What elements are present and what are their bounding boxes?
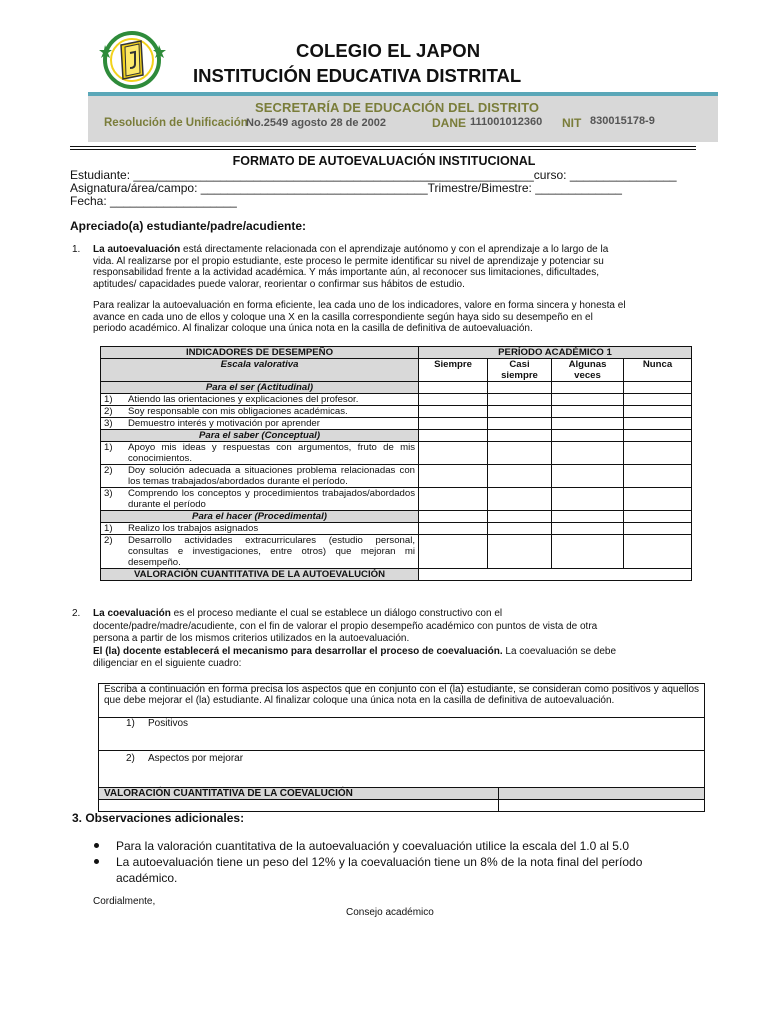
checkbox-cell[interactable] [419, 394, 488, 406]
checkbox-cell[interactable] [552, 394, 624, 406]
asignatura-field[interactable]: Asignatura/área/campo: __________________________________Trimestre/Bimestre: _____________ [70, 181, 622, 195]
coevaluation-table [98, 683, 705, 812]
text-line: responsabilidad frente a la actividad académica. Y más importante aún, al reconocer sus limitaciones, dificultades, [93, 267, 600, 278]
dane-label: DANE [432, 116, 467, 130]
positivos-cell[interactable] [99, 718, 705, 751]
checkbox-cell[interactable] [488, 418, 552, 430]
section1-paragraph1 [93, 244, 697, 290]
checkbox-cell[interactable] [488, 523, 552, 535]
divider [70, 149, 696, 150]
bullet-text: Para la valoración cuantitativa de la autoevaluación y coevaluación utilice la escala del 1.0 al 5.0 [116, 839, 629, 853]
closing-text: Cordialmente, [93, 896, 156, 907]
bullet-icon [94, 859, 99, 864]
table-row [101, 523, 692, 535]
item-number: 1) [104, 523, 113, 534]
school-subtitle: INSTITUCIÓN EDUCATIVA DISTRITAL [193, 65, 522, 86]
text-line: es el proceso mediante el cual se establece un diálogo constructivo con el [170, 608, 503, 619]
checkbox-cell[interactable] [552, 465, 624, 488]
bullet-text: La autoevaluación tiene un peso del 12% y la coevaluación tiene un 8% de la nota final del período [116, 855, 643, 869]
positivos-label: Positivos [148, 718, 189, 729]
form-title: FORMATO DE AUTOEVALUACIÓN INSTITUCIONAL [232, 154, 536, 168]
col-nunca: Nunca [624, 359, 692, 382]
checkbox-cell[interactable] [488, 488, 552, 511]
checkbox-cell[interactable] [488, 406, 552, 418]
section3-title: 3. Observaciones adicionales: [72, 811, 245, 825]
nit-value: 830015178-9 [590, 115, 655, 127]
checkbox-cell[interactable] [419, 465, 488, 488]
text-line: docente/padre/madre/acudiente, con el fin de valorar el propio desempeño académico con puntos de vista de otra [93, 620, 598, 632]
checkbox-cell[interactable] [488, 394, 552, 406]
section2-paragraph [93, 608, 697, 671]
checkbox-cell[interactable] [419, 418, 488, 430]
checkbox-cell[interactable] [419, 535, 488, 569]
table-row [101, 406, 692, 418]
item-number: 2) [104, 406, 113, 417]
coevaluation-total-cell[interactable] [499, 788, 705, 800]
group-ser: Para el ser (Actitudinal) [101, 382, 419, 394]
text-line: vida. Al realizarse por el propio estudiante, este proceso le permite identificar su nivel de aprendizaje y potenciar su [93, 255, 604, 267]
bullet-item [116, 854, 706, 886]
col-escala: Escala valorativa [101, 359, 419, 382]
school-name: COLEGIO EL JAPON [296, 40, 481, 61]
text-line: diligenciar en el siguiente cuadro: [93, 658, 242, 669]
col-siempre: Siempre [419, 359, 488, 382]
indicator-text: Desarrollo actividades extracurriculares (estudio personal, consultas e investigaciones, entre otros) que mejoran mi desempeño. [128, 535, 415, 568]
text-line: La coevaluación se debe [502, 645, 617, 657]
item-number: 3) [104, 488, 113, 499]
indicator-text: Demuestro interés y motivación por aprender [128, 418, 320, 429]
checkbox-cell[interactable] [624, 535, 692, 569]
checkbox-cell[interactable] [624, 394, 692, 406]
autoevaluation-total-label: VALORACIÓN CUANTITATIVA DE LA AUTOEVALUCIÓN [101, 569, 419, 581]
divider [70, 146, 696, 147]
indicator-text: Atiendo las orientaciones y explicaciones del profesor. [128, 394, 359, 405]
table-row [101, 535, 692, 569]
checkbox-cell[interactable] [419, 523, 488, 535]
col-algunas-veces: Algunas veces [552, 359, 624, 382]
table-row [101, 465, 692, 488]
resolucion-value: No.2549 agosto 28 de 2002 [246, 117, 387, 129]
item-number: 2) [126, 753, 135, 764]
signature-text: Consejo académico [346, 907, 434, 918]
group-hacer: Para el hacer (Procedimental) [101, 511, 419, 523]
section2-lead: La coevaluación [93, 608, 171, 619]
mejorar-cell[interactable] [99, 751, 705, 788]
item-number: 2) [104, 465, 113, 476]
item-number: 2) [104, 535, 113, 546]
text-line: Para realizar la autoevaluación en forma eficiente, lea cada uno de los indicadores, valore en forma sincera y honesta el [93, 300, 626, 311]
checkbox-cell[interactable] [552, 418, 624, 430]
autoevaluation-table [100, 346, 692, 581]
checkbox-cell[interactable] [419, 442, 488, 465]
coevaluation-intro: Escriba a continuación en forma precisa los aspectos que en conjunto con el (la) estudiante, se consideran como positivos y aquellos que debe mejorar el (la) estudiante. Al finalizar coloque una única nota en la casilla de definitiva de autoevaluación. [99, 684, 705, 718]
indicator-text: Realizo los trabajos asignados [128, 523, 259, 534]
checkbox-cell[interactable] [624, 488, 692, 511]
checkbox-cell[interactable] [488, 442, 552, 465]
section1-paragraph2 [93, 300, 697, 335]
text-line: El (la) docente establecerá el mecanismo para desarrollar el proceso de coevaluación. [93, 645, 503, 657]
table-row [101, 418, 692, 430]
section1-lead: La autoevaluación [93, 244, 181, 255]
checkbox-cell[interactable] [624, 442, 692, 465]
checkbox-cell[interactable] [552, 488, 624, 511]
text-line: periodo académico. Al finalizar coloque una única nota en la casilla de definitiva de autoevaluación. [93, 323, 533, 334]
indicator-text: Soy responsable con mis obligaciones académicas. [128, 406, 348, 417]
text-line: está directamente relacionada con el aprendizaje autónomo y con el aprendizaje a lo largo de la [180, 244, 609, 255]
checkbox-cell[interactable] [419, 488, 488, 511]
item-number: 1) [104, 394, 113, 405]
col-periodo: PERÍODO ACADÉMICO 1 [419, 347, 692, 359]
checkbox-cell[interactable] [552, 523, 624, 535]
checkbox-cell[interactable] [624, 418, 692, 430]
greeting: Apreciado(a) estudiante/padre/acudiente: [70, 219, 307, 233]
mejorar-label: Aspectos por mejorar [148, 753, 244, 764]
text-line: aptitudes/ capacidades puede valorar, reorientar o confirmar sus hábitos de estudio. [93, 278, 465, 290]
item-number: 1) [126, 718, 135, 729]
item-number: 3) [104, 418, 113, 429]
checkbox-cell[interactable] [419, 406, 488, 418]
group-saber: Para el saber (Conceptual) [101, 430, 419, 442]
checkbox-cell[interactable] [552, 535, 624, 569]
item-number: 1) [104, 442, 113, 453]
col-indicadores: INDICADORES DE DESEMPEÑO [101, 347, 419, 359]
checkbox-cell[interactable] [624, 406, 692, 418]
checkbox-cell[interactable] [488, 535, 552, 569]
indicator-text: Doy solución adecuada a situaciones problema relacionadas con los temas trabajados/abordados durante el período. [128, 465, 415, 487]
section2-number: 2. [72, 608, 81, 619]
resolucion-label: Resolución de Unificación [104, 117, 248, 129]
section1-number: 1. [72, 244, 81, 255]
checkbox-cell[interactable] [488, 465, 552, 488]
table-row [101, 488, 692, 511]
school-logo [97, 31, 167, 89]
checkbox-cell[interactable] [624, 465, 692, 488]
bullet-text: académico. [116, 871, 178, 885]
dane-value: 111001012360 [470, 116, 543, 128]
checkbox-cell[interactable] [552, 442, 624, 465]
coevaluation-total-label: VALORACIÓN CUANTITATIVA DE LA COEVALUCIÓN [99, 788, 499, 800]
secretaria-label: SECRETARÍA DE EDUCACIÓN DEL DISTRITO [255, 100, 540, 115]
fecha-field[interactable]: Fecha: ___________________ [70, 194, 237, 208]
autoevaluation-total-cell[interactable] [419, 569, 692, 581]
table-row [101, 394, 692, 406]
table-row [101, 442, 692, 465]
checkbox-cell[interactable] [552, 406, 624, 418]
estudiante-field[interactable]: Estudiante: ____________________________________________________________curso: ________________ [70, 168, 677, 182]
checkbox-cell[interactable] [624, 523, 692, 535]
nit-label: NIT [562, 116, 582, 130]
bullet-item [116, 838, 706, 854]
col-casi-siempre: Casi siempre [488, 359, 552, 382]
indicator-text: Apoyo mis ideas y respuestas con argumentos, fruto de mis conocimientos. [128, 442, 415, 464]
text-line: persona a partir de los mismos criterios utilizados en la autoevaluación. [93, 633, 410, 644]
indicator-text: Comprendo los conceptos y procedimientos trabajados/abordados durante el período [128, 488, 415, 510]
text-line: avance en cada uno de ellos y coloque una X en la casilla correspondiente según haya sido su desempeño en el [93, 311, 593, 323]
bullet-icon [94, 843, 99, 848]
